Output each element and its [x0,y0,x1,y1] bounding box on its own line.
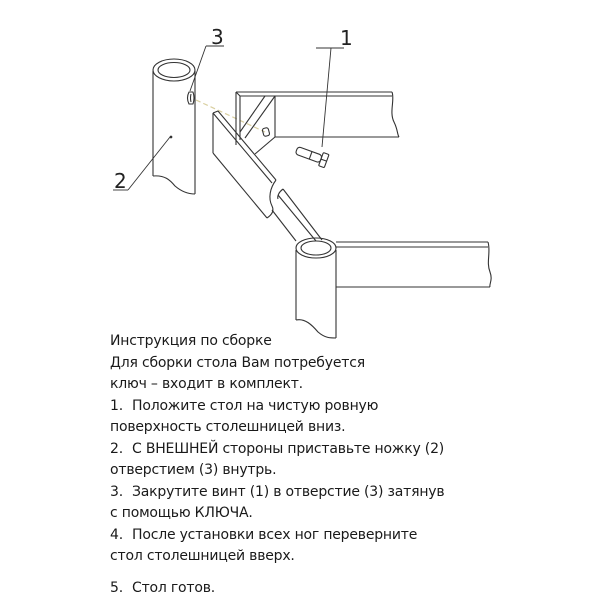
step-4-continued: стол столешницей вверх. [110,548,295,564]
step-text: Положите стол на чистую ровную [132,397,379,414]
assembly-instructions [110,331,510,599]
callout-label-1: 1 [340,26,353,50]
spacer [110,568,510,578]
step-1-continued: поверхность столешницей вниз. [110,419,346,435]
step-text: С ВНЕШНЕЙ стороны приставьте ножку (2) [132,440,445,457]
step-text: Закрутите винт (1) в отверстие (3) затянув [132,483,445,500]
step-number: 2. [110,440,123,457]
step-text: Стол готов. [132,579,216,596]
table-leg-second [296,238,491,338]
callout-label-3: 3 [211,25,224,49]
bolt-part-1 [294,144,329,168]
intro-text-line-2: ключ – входит в комплект. [110,376,303,392]
step-number: 3. [110,483,123,500]
step-3 [110,482,510,504]
table-leg-part-2 [153,59,195,194]
step-1 [110,396,510,418]
step-3-continued: с помощью КЛЮЧА. [110,505,253,521]
diagonal-rail [213,111,322,241]
step-2 [110,439,510,461]
step-number: 4. [110,526,123,543]
alignment-dash-line [196,100,265,132]
step-2-continued: отверстием (3) внутрь. [110,462,277,478]
callout-leaders [113,46,344,190]
step-number: 5. [110,579,123,596]
top-rail [236,92,399,154]
step-text: После установки всех ног переверните [132,526,418,543]
step-4 [110,525,510,547]
callout-label-2: 2 [114,169,127,193]
step-number: 1. [110,397,123,414]
intro-text-line-1: Для сборки стола Вам потребуется [110,354,365,371]
instructions-title: Инструкция по сборке [110,333,272,349]
hole-part-3 [188,92,195,104]
step-5 [110,578,510,600]
